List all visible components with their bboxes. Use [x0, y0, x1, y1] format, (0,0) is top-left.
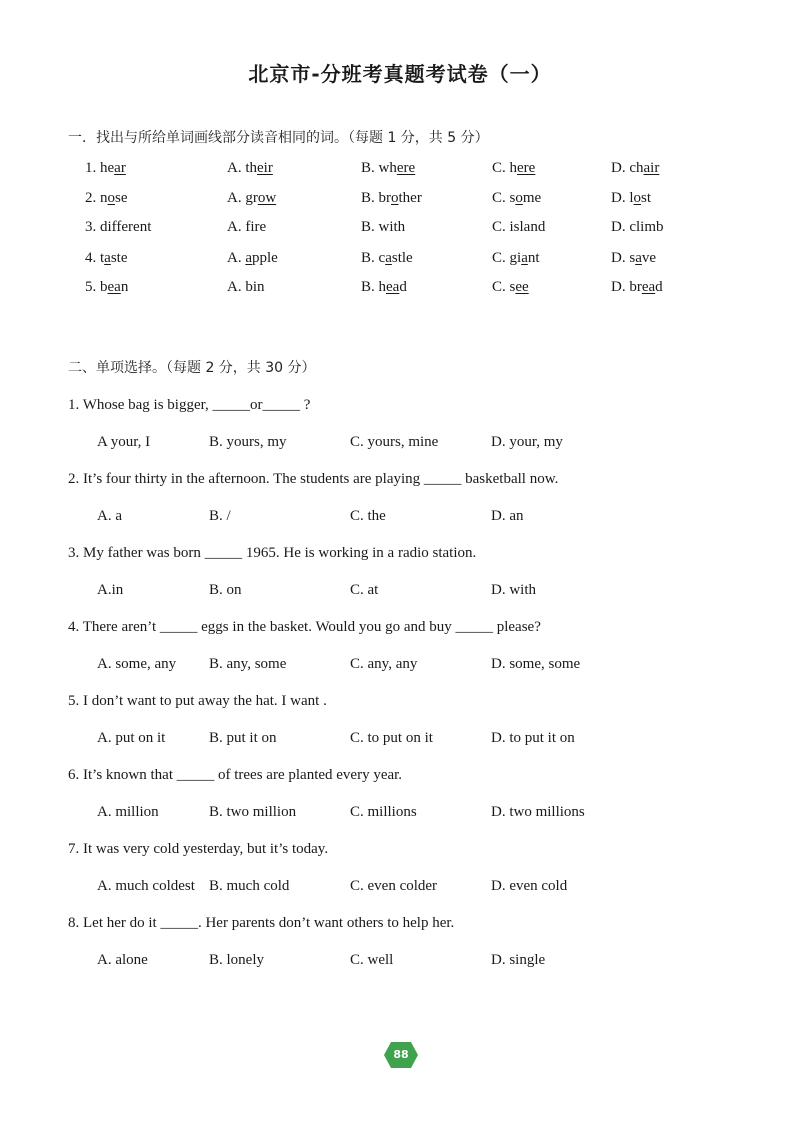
word-part: s	[509, 279, 516, 295]
underlined-part: eir	[257, 160, 273, 176]
word-row	[0, 160, 800, 182]
page-number: 88	[393, 1048, 409, 1061]
option: B. two million	[209, 804, 297, 820]
options-row	[0, 952, 800, 974]
underlined-part: a	[385, 250, 392, 266]
options-row	[0, 434, 800, 456]
word-row	[0, 279, 800, 301]
underlined-part: ow	[257, 190, 277, 206]
choice-word	[492, 190, 541, 207]
word-part: C.	[492, 279, 510, 295]
option: A. some, any	[97, 656, 177, 672]
choice-word	[492, 160, 535, 177]
word-part: stle	[391, 250, 413, 266]
word-part: ve	[641, 250, 657, 266]
word-part: 3. different	[85, 219, 152, 235]
underlined-part: a	[245, 250, 253, 266]
word-row	[0, 219, 800, 241]
option: D. an	[491, 508, 524, 524]
choice-word	[611, 219, 664, 236]
word-part: B.	[361, 250, 379, 266]
word-part: C.	[492, 190, 510, 206]
word-part: gi	[509, 250, 522, 266]
choice-word	[611, 160, 659, 177]
given-word	[85, 160, 126, 177]
option: D. two millions	[491, 804, 585, 820]
word-part: h	[378, 279, 387, 295]
section-2-heading: 二、单项选择。（每题 2 分，共 30 分）	[68, 360, 316, 376]
given-word	[85, 219, 151, 236]
word-part: C.	[492, 250, 510, 266]
word-part: D.	[611, 279, 630, 295]
page-title: 北京市-分班考真题考试卷（一）	[248, 62, 552, 86]
option: B. /	[209, 508, 231, 524]
question-text: 2. It’s four thirty in the afternoon. The students are playing _____ basketball now.	[68, 471, 559, 487]
word-part: d	[399, 279, 407, 295]
page-number-badge	[383, 1041, 419, 1069]
options-row	[0, 582, 800, 604]
option: A your, I	[97, 434, 151, 450]
option: C. any, any	[350, 656, 418, 672]
word-part: n	[120, 279, 129, 295]
option: C. at	[350, 582, 379, 598]
word-part: D.	[611, 190, 630, 206]
option: B. yours, my	[209, 434, 287, 450]
option: A. a	[97, 508, 122, 524]
given-word	[85, 250, 128, 267]
option: D. single	[491, 952, 546, 968]
word-part: A.	[227, 250, 246, 266]
underlined-part: ea	[641, 279, 656, 295]
question-text: 7. It was very cold yesterday, but it’s today.	[68, 841, 329, 857]
underlined-part: a	[635, 250, 642, 266]
choice-word	[492, 219, 545, 236]
underlined-part: o	[107, 190, 115, 206]
option: A. million	[97, 804, 159, 820]
underlined-part: ee	[515, 279, 529, 295]
option: C. to put on it	[350, 730, 433, 746]
underlined-part: ea	[386, 279, 400, 295]
word-part: br	[378, 190, 392, 206]
word-part: s	[629, 250, 636, 266]
question-text: 8. Let her do it _____. Her parents don’t want others to help her.	[68, 915, 455, 931]
given-word	[85, 279, 128, 296]
choice-word	[227, 250, 278, 267]
choice-word	[361, 160, 415, 177]
word-part: st	[641, 190, 652, 206]
word-part: c	[378, 250, 386, 266]
word-part: se	[115, 190, 128, 206]
choice-word	[492, 250, 540, 267]
word-part: B.	[361, 160, 379, 176]
word-part: C.	[492, 160, 510, 176]
underlined-part: ea	[107, 279, 121, 295]
option: C. the	[350, 508, 386, 524]
choice-word	[611, 250, 656, 267]
choice-word	[361, 219, 405, 236]
question-text: 6. It’s known that _____ of trees are planted every year.	[68, 767, 403, 783]
option: A. put on it	[97, 730, 166, 746]
option: A.in	[97, 582, 124, 598]
word-part: gr	[245, 190, 258, 206]
word-part: D.	[611, 160, 630, 176]
word-part: pple	[252, 250, 278, 266]
word-part: d	[655, 279, 663, 295]
word-part: D. climb	[611, 219, 664, 235]
option: B. much cold	[209, 878, 290, 894]
word-part: h	[509, 160, 518, 176]
option: D. with	[491, 582, 536, 598]
choice-word	[611, 190, 651, 207]
options-row	[0, 508, 800, 530]
option: B. lonely	[209, 952, 264, 968]
word-part: ch	[629, 160, 644, 176]
underlined-part: o	[391, 190, 399, 206]
word-part: he	[100, 160, 115, 176]
word-part: 4.	[85, 250, 100, 266]
choice-word	[611, 279, 663, 296]
option: D. even cold	[491, 878, 568, 894]
question-text: 4. There aren’t _____ eggs in the basket. Would you go and buy _____ please?	[68, 619, 541, 635]
option: B. put it on	[209, 730, 277, 746]
option: A. alone	[97, 952, 148, 968]
word-part: A.	[227, 190, 246, 206]
word-part: t	[100, 250, 105, 266]
choice-word	[227, 279, 265, 296]
choice-word	[361, 250, 413, 267]
underlined-part: air	[643, 160, 660, 176]
word-part: 1.	[85, 160, 100, 176]
word-part: br	[629, 279, 642, 295]
underlined-part: ere	[396, 160, 416, 176]
word-part: l	[629, 190, 634, 206]
word-part: ther	[398, 190, 422, 206]
word-part: A. fire	[227, 219, 267, 235]
underlined-part: ar	[114, 160, 126, 176]
options-row	[0, 804, 800, 826]
underlined-part: ere	[517, 160, 536, 176]
option: B. any, some	[209, 656, 287, 672]
word-part: 5.	[85, 279, 100, 295]
word-part: nt	[527, 250, 540, 266]
word-part: me	[522, 190, 542, 206]
choice-word	[361, 279, 407, 296]
word-part: A.	[227, 160, 246, 176]
section-1-heading: 一．找出与所给单词画线部分读音相同的词。（每题 1 分，共 5 分）	[68, 130, 489, 146]
options-row	[0, 878, 800, 900]
option: C. millions	[350, 804, 417, 820]
word-part: D.	[611, 250, 630, 266]
question-text: 5. I don’t want to put away the hat. I want .	[68, 693, 327, 709]
underlined-part: a	[521, 250, 528, 266]
word-row	[0, 250, 800, 272]
word-part: s	[509, 190, 516, 206]
word-row	[0, 190, 800, 212]
question-text: 1. Whose bag is bigger, _____or_____ ?	[68, 397, 311, 413]
choice-word	[227, 160, 273, 177]
underlined-part: a	[104, 250, 111, 266]
word-part: 2.	[85, 190, 100, 206]
option: B. on	[209, 582, 242, 598]
question-text: 3. My father was born _____ 1965. He is working in a radio station.	[68, 545, 477, 561]
word-part: ste	[110, 250, 128, 266]
word-part: A. bin	[227, 279, 265, 295]
choice-word	[492, 279, 529, 296]
underlined-part: o	[515, 190, 523, 206]
word-part: wh	[378, 160, 397, 176]
option: C. well	[350, 952, 394, 968]
choice-word	[361, 190, 422, 207]
word-part: C. island	[492, 219, 546, 235]
choice-word	[227, 219, 266, 236]
word-part: B.	[361, 279, 379, 295]
word-part: B.	[361, 190, 379, 206]
option: C. even colder	[350, 878, 438, 894]
word-part: n	[100, 190, 108, 206]
options-row	[0, 730, 800, 752]
underlined-part: o	[633, 190, 642, 206]
word-part: B. with	[361, 219, 406, 235]
option: D. to put it on	[491, 730, 575, 746]
option: C. yours, mine	[350, 434, 439, 450]
given-word	[85, 190, 128, 207]
word-part: th	[245, 160, 258, 176]
options-row	[0, 656, 800, 678]
choice-word	[227, 190, 276, 207]
option: A. much coldest	[97, 878, 195, 894]
word-part: b	[100, 279, 108, 295]
option: D. your, my	[491, 434, 563, 450]
option: D. some, some	[491, 656, 581, 672]
